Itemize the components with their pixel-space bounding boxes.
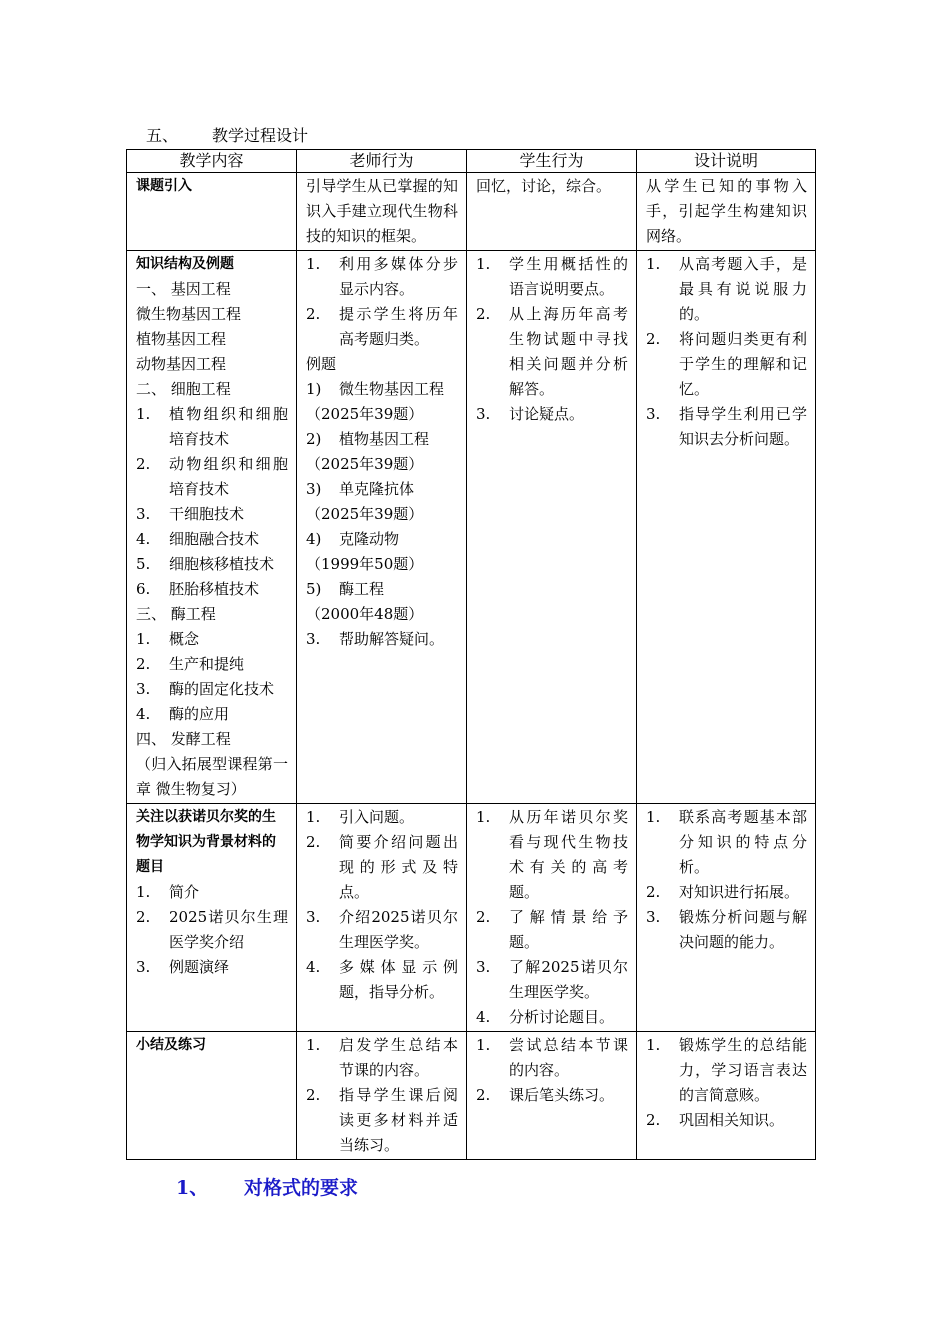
list-item-text: 微生物基因工程 <box>339 380 445 398</box>
list-item-number: 1. <box>646 1036 661 1054</box>
list-item-number: 3. <box>136 680 151 698</box>
table-row <box>127 1032 816 1160</box>
list-item-number: 4. <box>476 1008 491 1026</box>
list-item-number: 1) <box>306 380 322 398</box>
list-item <box>646 1108 807 1133</box>
list-item <box>306 1083 458 1158</box>
list-item-text: 联系高考题基本部分知识的特点分析。 <box>679 808 807 876</box>
list-item-text: 三、 酶工程 <box>136 605 216 623</box>
list-item-text: 简介 <box>169 883 200 901</box>
list-item <box>136 702 288 727</box>
list-item-text: 从上海历年高考生物试题中寻找相关问题并分析解答。 <box>509 305 628 398</box>
list-item-text: 提示学生将历年高考题归类。 <box>339 305 458 348</box>
cell-text: 回忆，讨论，综合。 <box>476 177 612 195</box>
list-item <box>136 752 288 802</box>
list-item-number: 1. <box>646 255 661 273</box>
list-item-number: 4) <box>306 530 322 548</box>
list-item-text: 干细胞技术 <box>169 505 245 523</box>
teacher-cell <box>297 251 467 804</box>
list-item <box>646 880 807 905</box>
section-number: 五、 <box>146 126 179 145</box>
list-item-text: 植物基因工程 <box>339 430 430 448</box>
list-item <box>306 627 458 652</box>
list-item <box>306 602 458 627</box>
list-item <box>476 805 628 905</box>
table-row <box>127 804 816 1032</box>
student-cell <box>467 804 637 1032</box>
list-item <box>476 955 628 1005</box>
list-item-text: 单克隆抗体 <box>339 480 415 498</box>
list-item-text: （2025年39题） <box>306 405 424 423</box>
list-item-number: 3) <box>306 480 322 498</box>
list-item <box>306 527 458 552</box>
list-item-number: 2. <box>306 1086 321 1104</box>
list-item <box>306 830 458 905</box>
list-item-text: 课后笔头练习。 <box>509 1086 615 1104</box>
list-item <box>646 805 807 880</box>
list-item-number: 3. <box>306 908 321 926</box>
list-item-text: 巩固相关知识。 <box>679 1111 785 1129</box>
list-item-number: 6. <box>136 580 151 598</box>
list-item-number: 2. <box>476 305 491 323</box>
list-item-text: 帮助解答疑问。 <box>339 630 445 648</box>
list-item <box>476 1005 628 1030</box>
section-title: 教学过程设计 <box>212 126 309 145</box>
teacher-cell <box>297 804 467 1032</box>
list-item-text: （1999年50题） <box>306 555 424 573</box>
teaching-process-table <box>126 149 816 1160</box>
list-item-number: 3. <box>136 958 151 976</box>
list-item-text: （2000年48题） <box>306 605 424 623</box>
list-item <box>646 252 807 327</box>
list-item-text: 微生物基因工程 <box>136 305 242 323</box>
list-item <box>136 502 288 527</box>
list-item <box>136 452 288 502</box>
list-item-number: 2. <box>136 908 151 926</box>
list-item <box>306 427 458 452</box>
list-item-text: 酶的固定化技术 <box>169 680 275 698</box>
list-item <box>306 502 458 527</box>
list-item <box>136 677 288 702</box>
list-item-number: 1. <box>476 808 491 826</box>
list-item-text: 将问题归类更有利于学生的理解和记忆。 <box>679 330 807 398</box>
list-item <box>306 955 458 1005</box>
table-header-row <box>127 150 816 173</box>
list-item <box>136 602 288 627</box>
list-item <box>136 577 288 602</box>
list-item-number: 3. <box>306 630 321 648</box>
list-item-text: 介绍2025诺贝尔生理医学奖。 <box>339 908 458 951</box>
list-item <box>306 477 458 502</box>
list-item <box>306 377 458 402</box>
list-item-number: 1. <box>136 405 151 423</box>
list-item-text: 启发学生总结本节课的内容。 <box>339 1036 458 1079</box>
list-item-text: 四、 发酵工程 <box>136 730 231 748</box>
list-item <box>306 1033 458 1083</box>
header-student: 学生行为 <box>467 150 637 173</box>
list-item-text: 克隆动物 <box>339 530 400 548</box>
section-heading <box>146 124 308 148</box>
list-item <box>136 727 288 752</box>
content-cell <box>127 804 297 1032</box>
list-item-number: 1. <box>476 1036 491 1054</box>
list-item-number: 3. <box>646 405 661 423</box>
table-row <box>127 251 816 804</box>
header-teacher: 老师行为 <box>297 150 467 173</box>
list-item <box>136 402 288 452</box>
list-item-text: 生产和提纯 <box>169 655 245 673</box>
row-title: 小结及练习 <box>136 1037 206 1053</box>
list-item-text: 动物基因工程 <box>136 355 227 373</box>
cell-text: 从学生已知的事物入手，引起学生构建知识网络。 <box>646 177 807 245</box>
list-item-number: 4. <box>136 530 151 548</box>
list-item-text: 从高考题入手，是最具有说说服力的。 <box>679 255 807 323</box>
list-item-text: 从历年诺贝尔奖看与现代生物技术有关的高考题。 <box>509 808 628 901</box>
list-item-number: 1. <box>476 255 491 273</box>
list-item <box>136 627 288 652</box>
list-item-number: 2. <box>646 1111 661 1129</box>
row-title: 知识结构及例题 <box>136 256 234 272</box>
content-cell <box>127 251 297 804</box>
list-item-text: 植物基因工程 <box>136 330 227 348</box>
list-item <box>476 1083 628 1108</box>
list-item <box>306 352 458 377</box>
list-item-number: 3. <box>136 505 151 523</box>
list-item-number: 5) <box>306 580 322 598</box>
header-content: 教学内容 <box>127 150 297 173</box>
list-item-text: 多媒体显示例题，指导分析。 <box>339 958 458 1001</box>
content-cell <box>127 173 297 251</box>
list-item <box>136 955 288 980</box>
format-requirements-heading <box>176 1174 358 1202</box>
list-item-number: 1. <box>306 808 321 826</box>
list-item <box>646 1033 807 1108</box>
design-cell <box>637 804 816 1032</box>
list-item-text: 引入问题。 <box>339 808 415 826</box>
list-item-text: 指导学生课后阅读更多材料并适当练习。 <box>339 1086 458 1154</box>
list-item <box>136 552 288 577</box>
list-item-text: 简要介绍问题出现的形式及特点。 <box>339 833 458 901</box>
list-item-text: 细胞融合技术 <box>169 530 260 548</box>
list-item-text: （2025年39题） <box>306 455 424 473</box>
list-item-number: 1. <box>646 808 661 826</box>
list-item <box>136 527 288 552</box>
list-item-number: 4. <box>136 705 151 723</box>
list-item <box>476 252 628 302</box>
student-cell <box>467 1032 637 1160</box>
list-item-text: 动物组织和细胞培育技术 <box>169 455 288 498</box>
list-item <box>646 402 807 452</box>
row-title: 课题引入 <box>136 178 192 194</box>
list-item-text: 例题演绎 <box>169 958 230 976</box>
cell-text: 引导学生从已掌握的知识入手建立现代生物科技的知识的框架。 <box>306 177 458 245</box>
list-item-number: 2) <box>306 430 322 448</box>
list-item-text: 锻炼学生的总结能力，学习语言表达的言简意赅。 <box>679 1036 807 1104</box>
student-cell <box>467 251 637 804</box>
list-item-number: 2. <box>306 833 321 851</box>
list-item-number: 3. <box>646 908 661 926</box>
design-cell <box>637 1032 816 1160</box>
design-cell <box>637 173 816 251</box>
list-item <box>306 452 458 477</box>
list-item <box>136 652 288 677</box>
row-title: 关注以获诺贝尔奖的生物学知识为背景材料的题目 <box>136 809 276 875</box>
list-item <box>306 805 458 830</box>
list-item <box>136 880 288 905</box>
list-item-number: 3. <box>476 958 491 976</box>
list-item-text: 对知识进行拓展。 <box>679 883 800 901</box>
list-item <box>136 302 288 327</box>
list-item <box>306 402 458 427</box>
list-item-text: 一、 基因工程 <box>136 280 231 298</box>
list-item <box>136 377 288 402</box>
table-row <box>127 173 816 251</box>
list-item-text: 细胞核移植技术 <box>169 555 275 573</box>
list-item-text: 概念 <box>169 630 200 648</box>
list-item <box>306 552 458 577</box>
list-item-number: 1. <box>136 630 151 648</box>
list-item-number: 3. <box>476 405 491 423</box>
list-item <box>136 327 288 352</box>
list-item-text: 酶的应用 <box>169 705 230 723</box>
list-item-number: 2. <box>476 908 491 926</box>
heading-number: 1、 <box>176 1177 209 1199</box>
list-item <box>646 327 807 402</box>
student-cell <box>467 173 637 251</box>
list-item-text: 胚胎移植技术 <box>169 580 260 598</box>
list-item-text: 酶工程 <box>339 580 385 598</box>
header-design: 设计说明 <box>637 150 816 173</box>
list-item-number: 2. <box>306 305 321 323</box>
list-item-text: （归入拓展型课程第一章 微生物复习） <box>136 755 288 798</box>
list-item-number: 2. <box>136 655 151 673</box>
list-item <box>306 252 458 302</box>
list-item-number: 2. <box>136 455 151 473</box>
list-item <box>476 302 628 402</box>
list-item-text: 利用多媒体分步显示内容。 <box>339 255 458 298</box>
teacher-cell <box>297 173 467 251</box>
list-item-text: 指导学生利用已学知识去分析问题。 <box>679 405 807 448</box>
list-item-number: 1. <box>136 883 151 901</box>
list-item <box>646 905 807 955</box>
design-cell <box>637 251 816 804</box>
list-item-text: 锻炼分析问题与解决问题的能力。 <box>679 908 807 951</box>
list-item <box>136 277 288 302</box>
list-item <box>306 905 458 955</box>
list-item-text: 分析讨论题目。 <box>509 1008 615 1026</box>
list-item <box>136 905 288 955</box>
heading-title: 对格式的要求 <box>244 1177 359 1199</box>
list-item-text: 二、 细胞工程 <box>136 380 231 398</box>
list-item-number: 2. <box>646 330 661 348</box>
list-item <box>306 302 458 352</box>
list-item-text: 2025诺贝尔生理医学奖介绍 <box>169 908 288 951</box>
list-item-text: 讨论疑点。 <box>509 405 585 423</box>
list-item-text: 例题 <box>306 355 337 373</box>
list-item-text: 尝试总结本节课的内容。 <box>509 1036 628 1079</box>
list-item-text: 植物组织和细胞培育技术 <box>169 405 288 448</box>
list-item-number: 2. <box>646 883 661 901</box>
list-item-text: 了解情景给予题。 <box>509 908 628 951</box>
content-cell <box>127 1032 297 1160</box>
list-item-number: 5. <box>136 555 151 573</box>
list-item <box>476 1033 628 1083</box>
list-item-number: 1. <box>306 1036 321 1054</box>
list-item <box>306 577 458 602</box>
list-item-text: 了解2025诺贝尔生理医学奖。 <box>509 958 628 1001</box>
list-item <box>476 905 628 955</box>
list-item-number: 1. <box>306 255 321 273</box>
list-item-number: 4. <box>306 958 321 976</box>
list-item <box>136 352 288 377</box>
list-item-number: 2. <box>476 1086 491 1104</box>
list-item-text: 学生用概括性的语言说明要点。 <box>509 255 628 298</box>
list-item-text: （2025年39题） <box>306 505 424 523</box>
list-item <box>476 402 628 427</box>
teacher-cell <box>297 1032 467 1160</box>
